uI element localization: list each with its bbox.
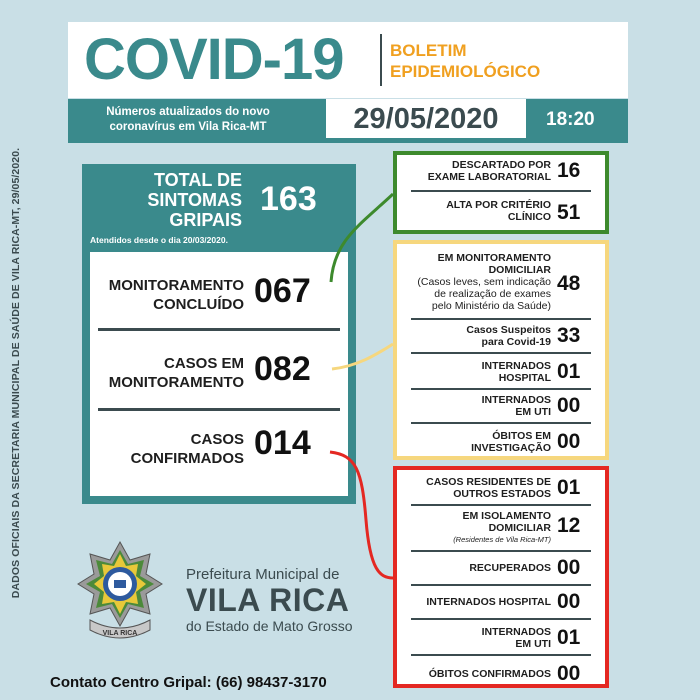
stat-label: MONITORAMENTO CONCLUÍDO (108, 277, 244, 313)
main-panel (82, 164, 356, 504)
stat-label: EM MONITORAMENTO DOMICILIAR (Casos leves, sem indicação de realização de exames pelo Ministério da Saúde) (417, 252, 551, 312)
stat-label: Casos Suspeitos para Covid-19 (466, 324, 551, 348)
stat-value: 00 (557, 430, 581, 453)
divider (411, 318, 591, 320)
in-monitoring-row (90, 338, 348, 408)
divider (411, 190, 591, 192)
stat-label: EM ISOLAMENTO DOMICILIAR (Residentes de Vila Rica-MT) (453, 510, 551, 544)
contact-info: Contato Centro Gripal: (66) 98437-3170 (50, 674, 327, 691)
stat-value: 33 (557, 324, 581, 347)
stat-value: 00 (557, 590, 581, 613)
logo-state: do Estado de Mato Grosso (186, 618, 353, 634)
total-note: Atendidos desde o dia 20/03/2020. (90, 235, 228, 245)
stat-value: 48 (557, 272, 581, 295)
divider (98, 328, 340, 331)
stat-value: 082 (254, 350, 311, 388)
divider (411, 422, 591, 424)
info-bar (68, 99, 628, 143)
logo-city-name: VILA RICA (186, 582, 350, 618)
stat-value: 00 (557, 662, 581, 685)
stat-value: 16 (557, 159, 581, 182)
divider (98, 408, 340, 411)
red-box (393, 466, 609, 688)
stat-label: INTERNADOS HOSPITAL (481, 360, 551, 384)
stat-label: CASOS EM MONITORAMENTO (108, 355, 244, 391)
divider (411, 352, 591, 354)
divider (411, 584, 591, 586)
update-note: Números atualizados do novo coronavírus em Vila Rica-MT (106, 106, 270, 133)
stat-label: DESCARTADO POR EXAME LABORATORIAL (427, 159, 551, 183)
city-emblem-icon (76, 540, 164, 656)
stat-label: ALTA POR CRITÉRIO CLÍNICO (446, 199, 551, 223)
report-time: 18:20 (546, 109, 595, 130)
title-divider (380, 34, 382, 86)
stat-value: 01 (557, 626, 581, 649)
total-label: TOTAL DE SINTOMAS GRIPAIS (147, 170, 242, 230)
stat-value: 00 (557, 556, 581, 579)
header (68, 22, 628, 98)
stat-value: 12 (557, 514, 581, 537)
side-credit-text: DADOS OFICIAIS DA SECRETARIA MUNICIPAL DE SAÚDE DE VILA RICA-MT, 29/05/2020. (10, 147, 22, 598)
divider (411, 388, 591, 390)
report-date: 29/05/2020 (353, 103, 499, 135)
svg-text:VILA RICA: VILA RICA (102, 630, 138, 637)
stat-label: RECUPERADOS (469, 562, 551, 574)
page-subtitle: BOLETIM EPIDEMIOLÓGICO (390, 41, 541, 81)
divider (411, 550, 591, 552)
divider (411, 504, 591, 506)
green-box (393, 151, 609, 234)
yellow-box (393, 240, 609, 460)
stat-value: 51 (557, 201, 581, 224)
monitoring-completed-row (90, 260, 348, 330)
stat-label: CASOS CONFIRMADOS (130, 431, 244, 467)
stat-value: 00 (557, 394, 581, 417)
stat-label: ÓBITOS EM INVESTIGAÇÃO (471, 430, 551, 454)
stat-value: 014 (254, 424, 311, 462)
stat-label: INTERNADOS EM UTI (481, 394, 551, 418)
divider (411, 654, 591, 656)
stat-value: 01 (557, 360, 581, 383)
stat-label: INTERNADOS EM UTI (481, 626, 551, 650)
logo-subtitle: Prefeitura Municipal de (186, 566, 340, 583)
stat-label: CASOS RESIDENTES DE OUTROS ESTADOS (426, 476, 551, 500)
main-stats (90, 252, 348, 496)
divider (411, 618, 591, 620)
total-value: 163 (260, 180, 317, 218)
page-title: COVID-19 (84, 27, 344, 92)
stat-label: ÓBITOS CONFIRMADOS (428, 668, 551, 680)
date-box (326, 99, 526, 138)
stat-value: 067 (254, 272, 311, 310)
stat-value: 01 (557, 476, 581, 499)
confirmed-row (90, 418, 348, 488)
stat-label: INTERNADOS HOSPITAL (426, 596, 551, 608)
